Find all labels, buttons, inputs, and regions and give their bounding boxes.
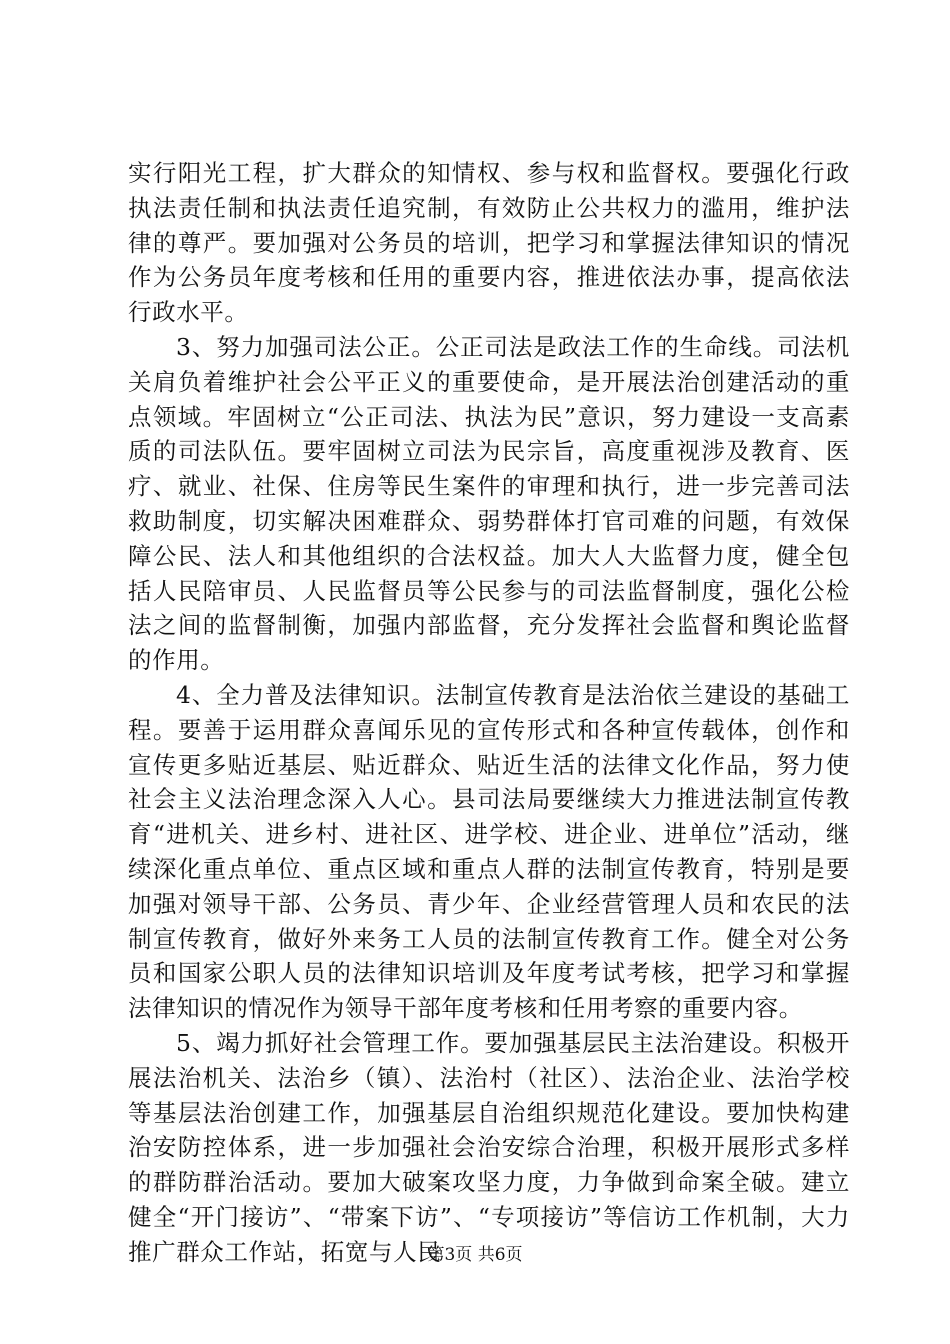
page-footer: 第3页 共6页 (427, 1245, 523, 1265)
paragraph-legal-knowledge: 4、全力普及法律知识。法制宣传教育是法治依兰建设的基础工程。要善于运用群众喜闻乐见的宣传形式和各种宣传载体，创作和宣传更多贴近基层、贴近群众、贴近生活的法律文化作品，努力使社会主义法治理念深入人心。县司法局要继续大力推进法制宣传教育“进机关、进乡村、进社区、进学校、进企业、进单位”活动，继续深化重点单位、重点区域和重点人群的法制宣传教育，特别是要加强对领导干部、公务员、青少年、企业经营管理人员和农民的法制宣传教育，做好外来务工人员的法制宣传教育工作。健全对公务员和国家公职人员的法律知识培训及年度考试考核，把学习和掌握法律知识的情况作为领导干部年度考核和任用考察的重要内容。 (128, 680, 850, 1023)
paragraph-social-management: 5、竭力抓好社会管理工作。要加强基层民主法治建设。积极开展法治机关、法治乡（镇）、法治村（社区）、法治企业、法治学校等基层法治创建工作，加强基层自治组织规范化建设。要加快构建治安防控体系，进一步加强社会治安综合治理，积极开展形式多样的群防群治活动。要加大破案攻坚力度，力争做到命案全破。建立健全“开门接访”、“带案下访”、“专项接访”等信访工作机制，大力推广群众工作站，拓宽与人民 (128, 1028, 850, 1266)
paragraph-continuation: 实行阳光工程，扩大群众的知情权、参与权和监督权。要强化行政执法责任制和执法责任追究制，有效防止公共权力的滥用，维护法律的尊严。要加强对公务员的培训，把学习和掌握法律知识的情况作为公务员年度考核和任用的重要内容，推进依法办事，提高依法行政水平。 (128, 159, 850, 327)
paragraph-judicial-fairness: 3、努力加强司法公正。公正司法是政法工作的生命线。司法机关肩负着维护社会公平正义的重要使命，是开展法治创建活动的重点领域。牢固树立“公正司法、执法为民”意识，努力建设一支高素质的司法队伍。要牢固树立司法为民宗旨，高度重视涉及教育、医疗、就业、社保、住房等民生案件的审理和执行，进一步完善司法救助制度，切实解决困难群众、弱势群体打官司难的问题，有效保障公民、法人和其他组织的合法权益。加大人大监督力度，健全包括人民陪审员、人民监督员等公民参与的司法监督制度，强化公检法之间的监督制衡，加强内部监督，充分发挥社会监督和舆论监督的作用。 (128, 332, 850, 675)
document-body (128, 156, 850, 1270)
